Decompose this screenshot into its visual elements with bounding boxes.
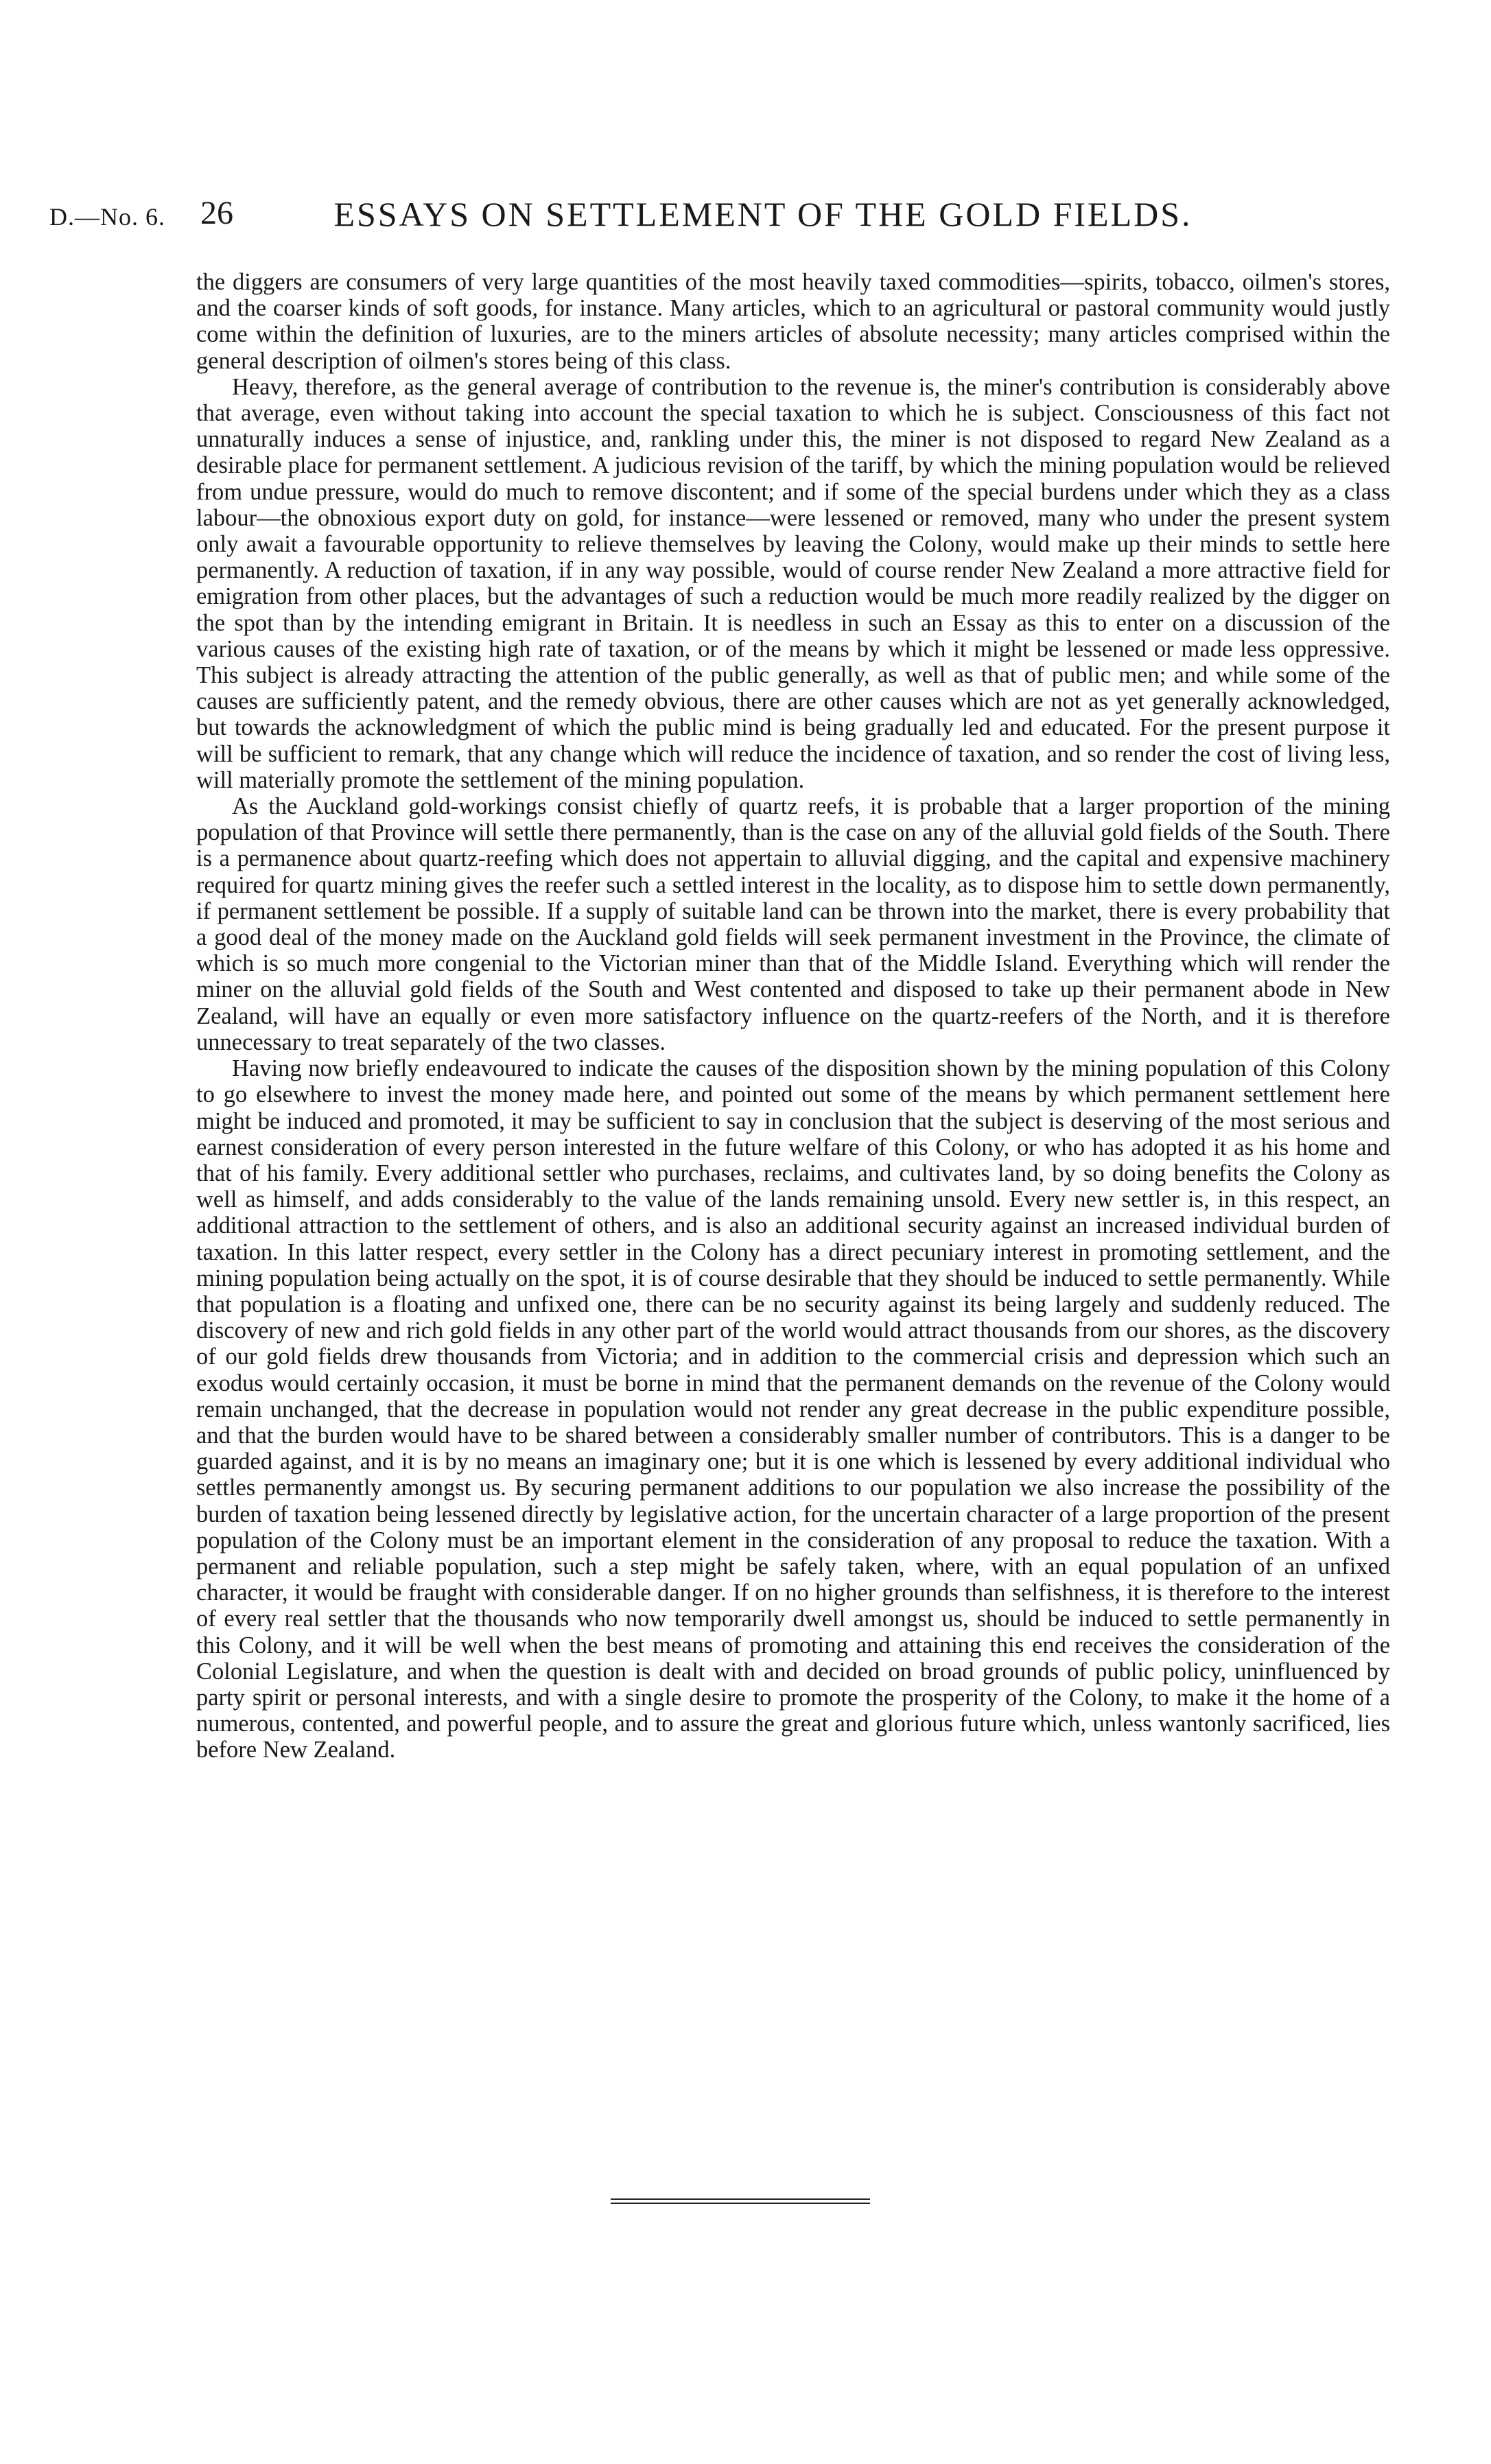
paragraph-taxation: Heavy, therefore, as the general average of contribution to the revenue is, the miner's contribution is considerably above that average, even without taking into account the special taxation to which he is subject. Consciousness of this fact not unnaturally induces a sense of injustice, and, rankling under this, the miner is not disposed to regard New Zealand as a desirable place for permanent settlement. A judicious revision of the tariff, by which the mining population would be relieved from undue pressure, would do much to remove discontent; and if some of the special burdens under which they as a class labour—the obnoxious export duty on gold, for instance—were lessened or removed, many who under the present system only await a favourable opportunity to relieve themselves by leaving the Colony, would make up their minds to settle here permanently. A reduction of taxation, if in any way possible, would of course render New Zealand a more attractive field for emigration from other places, but the advantages of such a reduction would be much more readily realized by the digger on the spot than by the intending emigrant in Britain. It is needless in such an Essay as this to enter on a discussion of the various causes of the existing high rate of taxation, or of the means by which it might be lessened or made less oppressive. This subject is already attracting the attention of the public generally, as well as that of public men; and while some of the causes are sufficiently patent, and the remedy obvious, there are other causes which are not as yet generally acknowledged, but towards the acknowledgment of which the public mind is being gradually led and educated. For the present purpose it will be sufficient to remark, that any change which will reduce the incidence of taxation, and so render the cost of living less, will materially promote the settlement of the mining population.	[196, 373, 1390, 793]
page-number: 26	[200, 195, 233, 231]
closing-double-rule	[611, 2198, 870, 2204]
paragraph-continued: the diggers are consumers of very large quantities of the most heavily taxed commodities—spirits, tobacco, oilmen's stores, and the coarser kinds of soft goods, for instance. Many articles, which to an agricultural or pastoral community would justly come within the definition of luxuries, are to the miners articles of absolute necessity; many articles comprised within the general description of oilmen's stores being of this class.	[196, 269, 1390, 374]
paragraph-auckland: As the Auckland gold-workings consist chiefly of quartz reefs, it is probable that a larger proportion of the mining population of that Province will settle there permanently, than is the case on any of the alluvial gold fields of the South. There is a permanence about quartz-reefing which does not appertain to alluvial digging, and the capital and expensive machinery required for quartz mining gives the reefer such a settled interest in the locality, as to dispose him to settle down permanently, if permanent settlement be possible. If a supply of suitable land can be thrown into the market, there is every probability that a good deal of the money made on the Auckland gold fields will seek permanent investment in the Province, the climate of which is so much more congenial to the Victorian miner than that of the Middle Island. Everything which will render the miner on the alluvial gold fields of the South and West contented and disposed to take up their permanent abode in New Zealand, will have an equally or even more satisfactory influence on the quartz-reefers of the North, and it is therefore unnecessary to treat separately of the two classes.	[196, 793, 1390, 1055]
page-header	[49, 194, 1394, 242]
paragraph-conclusion: Having now briefly endeavoured to indicate the causes of the disposition shown by the mining population of this Colony to go elsewhere to invest the money made here, and pointed out some of the means by which permanent settlement here might be induced and promoted, it may be sufficient to say in conclusion that the subject is deserving of the most serious and earnest consideration of every person interested in the future welfare of this Colony, or who has adopted it as his home and that of his family. Every additional settler who purchases, reclaims, and cultivates land, by so doing benefits the Colony as well as himself, and adds considerably to the value of the lands remaining unsold. Every new settler is, in this respect, an additional attraction to the settlement of others, and is also an additional security against an increased individual burden of taxation. In this latter respect, every settler in the Colony has a direct pecuniary interest in promoting settlement, and the mining population being actually on the spot, it is of course desirable that they should be induced to settle permanently. While that population is a floating and unfixed one, there can be no security against its being largely and suddenly reduced. The discovery of new and rich gold fields in any other part of the world would attract thousands from our shores, as the discovery of our gold fields drew thousands from Victoria; and in addition to the commercial crisis and depression which such an exodus would certainly occasion, it must be borne in mind that the permanent demands on the revenue of the Colony would remain unchanged, that the decrease in population would not render any great decrease in the public expenditure possible, and that the burden would have to be shared between a considerably smaller number of contributors. This is a danger to be guarded against, and it is by no means an imaginary one; but it is one which is lessened by every additional individual who settles permanently amongst us. By securing permanent additions to our population we also increase the possibility of the burden of taxation being lessened directly by legislative action, for the uncertain character of a large proportion of the present population of the Colony must be an important element in the consideration of any proposal to reduce the taxation. With a permanent and reliable population, such a step might be safely taken, where, with an equal population of an unfixed character, it would be fraught with considerable danger. If on no higher grounds than selfishness, it is therefore to the interest of every real settler that the thousands who now temporarily dwell amongst us, should be induced to settle permanently in this Colony, and it will be well when the best means of promoting and attaining this end receives the consideration of the Colonial Legislature, and when the question is dealt with and decided on broad grounds of public policy, uninfluenced by party spirit or personal interests, and with a single desire to promote the prosperity of the Colony, to make it the home of a numerous, contented, and powerful people, and to assure the great and glorious future which, unless wantonly sacrificed, lies before New Zealand.	[196, 1055, 1390, 1763]
running-title: ESSAYS ON SETTLEMENT OF THE GOLD FIELDS.	[333, 195, 1193, 233]
essay-body	[196, 269, 1390, 1763]
document-reference: D.—No. 6.	[49, 203, 165, 231]
